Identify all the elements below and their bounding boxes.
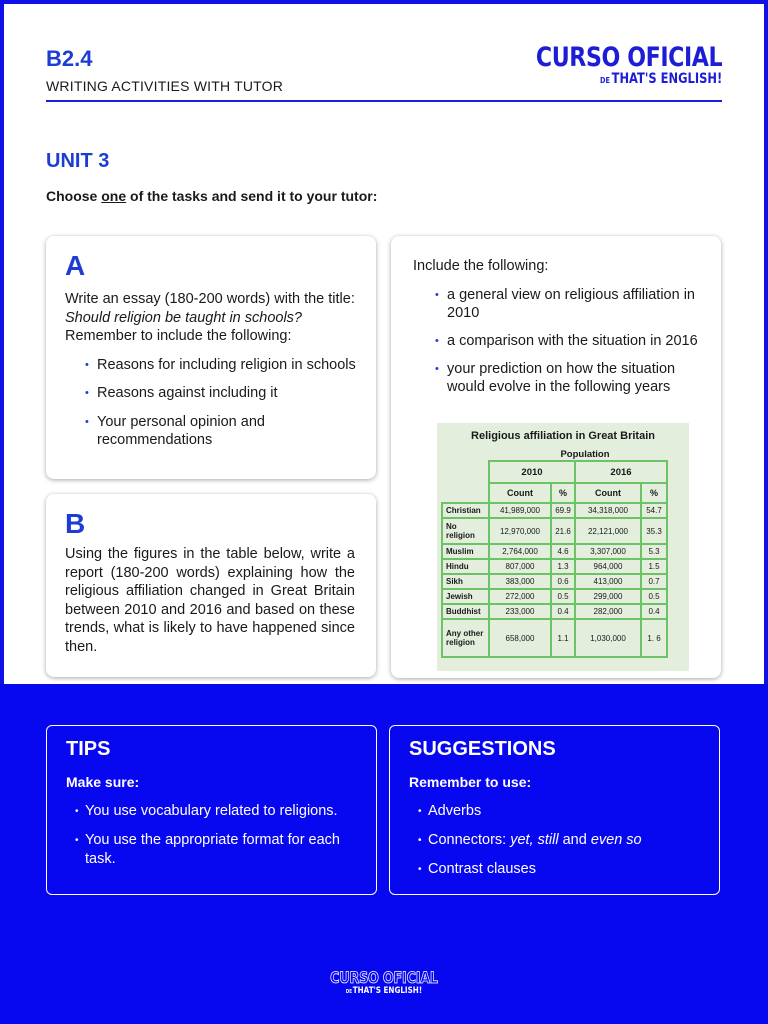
table-cell: 54.7 [641,503,667,518]
table-cell: 3,307,000 [575,544,641,559]
table-cell: 0.5 [551,589,575,604]
list-item: • Your personal opinion and recommendations [85,413,365,450]
include-list [435,286,715,406]
suggestions-list [418,802,708,889]
year-header: 2010 [489,461,575,483]
row-label: Sikh [442,574,489,589]
suggestions-box [389,725,720,895]
list-item: • Adverbs [418,802,708,821]
suggestions-lead: Remember to use: [409,774,532,790]
suggestions-title: SUGGESTIONS [409,738,556,760]
table-cell: 1,030,000 [575,619,641,657]
row-label: Muslim [442,544,489,559]
table-cell: 2,764,000 [489,544,551,559]
unit-title: UNIT 3 [46,150,110,172]
row-label: Hindu [442,559,489,574]
instruction-text: Choose one of the tasks and send it to your tutor: [46,188,378,204]
row-label: Christian [442,503,489,518]
table-cell: 807,000 [489,559,551,574]
table-cell: 282,000 [575,604,641,619]
task-a-list [85,356,365,450]
table-subtitle: Population [560,449,610,460]
list-item: • Connectors: yet, still and even so [418,831,708,850]
table-row [442,604,667,619]
tips-list [75,802,365,879]
table-row [442,518,667,544]
table-cell: 22,121,000 [575,518,641,544]
footer-logo-sub: DETHAT'S ENGLISH! [345,986,423,996]
column-header: Count [575,483,641,503]
column-header: % [551,483,575,503]
task-a-card [46,236,376,479]
table-cell: 383,000 [489,574,551,589]
include-title: Include the following: [413,258,549,274]
list-item: • You use vocabulary related to religions. [75,802,365,821]
logo-main-text: CURSO OFICIAL [535,42,722,73]
table-cell: 658,000 [489,619,551,657]
page-header [46,42,722,102]
column-header: % [641,483,667,503]
table-cell: 299,000 [575,589,641,604]
task-b-text: Using the figures in the table below, write a report (180-200 words) explaining how the religious affiliation changed in Great Britain between 2010 and 2016 and based on these trends, what is likely to have happened since then. [65,546,355,655]
logo-sub-text: DE THAT'S ENGLISH! [599,71,722,87]
table-cell: 34,318,000 [575,503,641,518]
table-title: Religious affiliation in Great Britain [471,430,655,442]
table-cell: 41,989,000 [489,503,551,518]
list-item: • Contrast clauses [418,860,708,879]
table-cell: 272,000 [489,589,551,604]
task-b-letter: B [65,508,86,539]
table-cell: 0.4 [641,604,667,619]
table-cell: 69.9 [551,503,575,518]
table-cell: 1.3 [551,559,575,574]
row-label: Jewish [442,589,489,604]
table-cell: 1.5 [641,559,667,574]
table-cell: 0.5 [641,589,667,604]
tips-box [46,725,377,895]
table-cell: 5.3 [641,544,667,559]
table-row [442,619,667,657]
table-cell: 0.4 [551,604,575,619]
table-cell: 21.6 [551,518,575,544]
religion-table-image [437,423,689,671]
table-cell: 12,970,000 [489,518,551,544]
table-cell: 1.1 [551,619,575,657]
table-row [442,544,667,559]
table-cell: 0.6 [551,574,575,589]
row-label: Buddhist [442,604,489,619]
religion-table [441,460,668,658]
footer-logo-main: CURSO OFICIAL [330,968,438,987]
table-cell: 233,000 [489,604,551,619]
list-item: • your prediction on how the situation would evolve in the following years [435,360,715,396]
task-a-letter: A [65,250,86,281]
row-label: No religion [442,518,489,544]
table-row [442,503,667,518]
tips-title: TIPS [66,738,111,760]
table-row [442,559,667,574]
list-item: • a comparison with the situation in 2016 [435,332,715,350]
table-cell: 413,000 [575,574,641,589]
row-label: Any other religion [442,619,489,657]
list-item: • You use the appropriate format for each task. [75,831,365,869]
column-header: Count [489,483,551,503]
list-item: • Reasons for including religion in schools [85,356,365,375]
table-cell: 0.7 [641,574,667,589]
course-level: B2.4 [46,46,93,71]
footer-logo [0,968,768,996]
list-item: • Reasons against including it [85,384,365,403]
task-b-card [46,494,376,677]
table-cell: 35.3 [641,518,667,544]
brand-logo [495,42,722,87]
header-subtitle: WRITING ACTIVITIES WITH TUTOR [46,78,284,94]
list-item: • a general view on religious affiliation in 2010 [435,286,715,322]
table-cell: 1. 6 [641,619,667,657]
task-a-text: Write an essay (180-200 words) with the title: Should religion be taught in schools? Remember to include the following: • Reasons for including religion in schools • Reasons against including it • Your personal opinion and recommendations [65,290,365,460]
table-cell: 4.6 [551,544,575,559]
table-row [442,574,667,589]
tips-lead: Make sure: [66,774,140,790]
table-row [442,589,667,604]
table-cell: 964,000 [575,559,641,574]
year-header: 2016 [575,461,667,483]
